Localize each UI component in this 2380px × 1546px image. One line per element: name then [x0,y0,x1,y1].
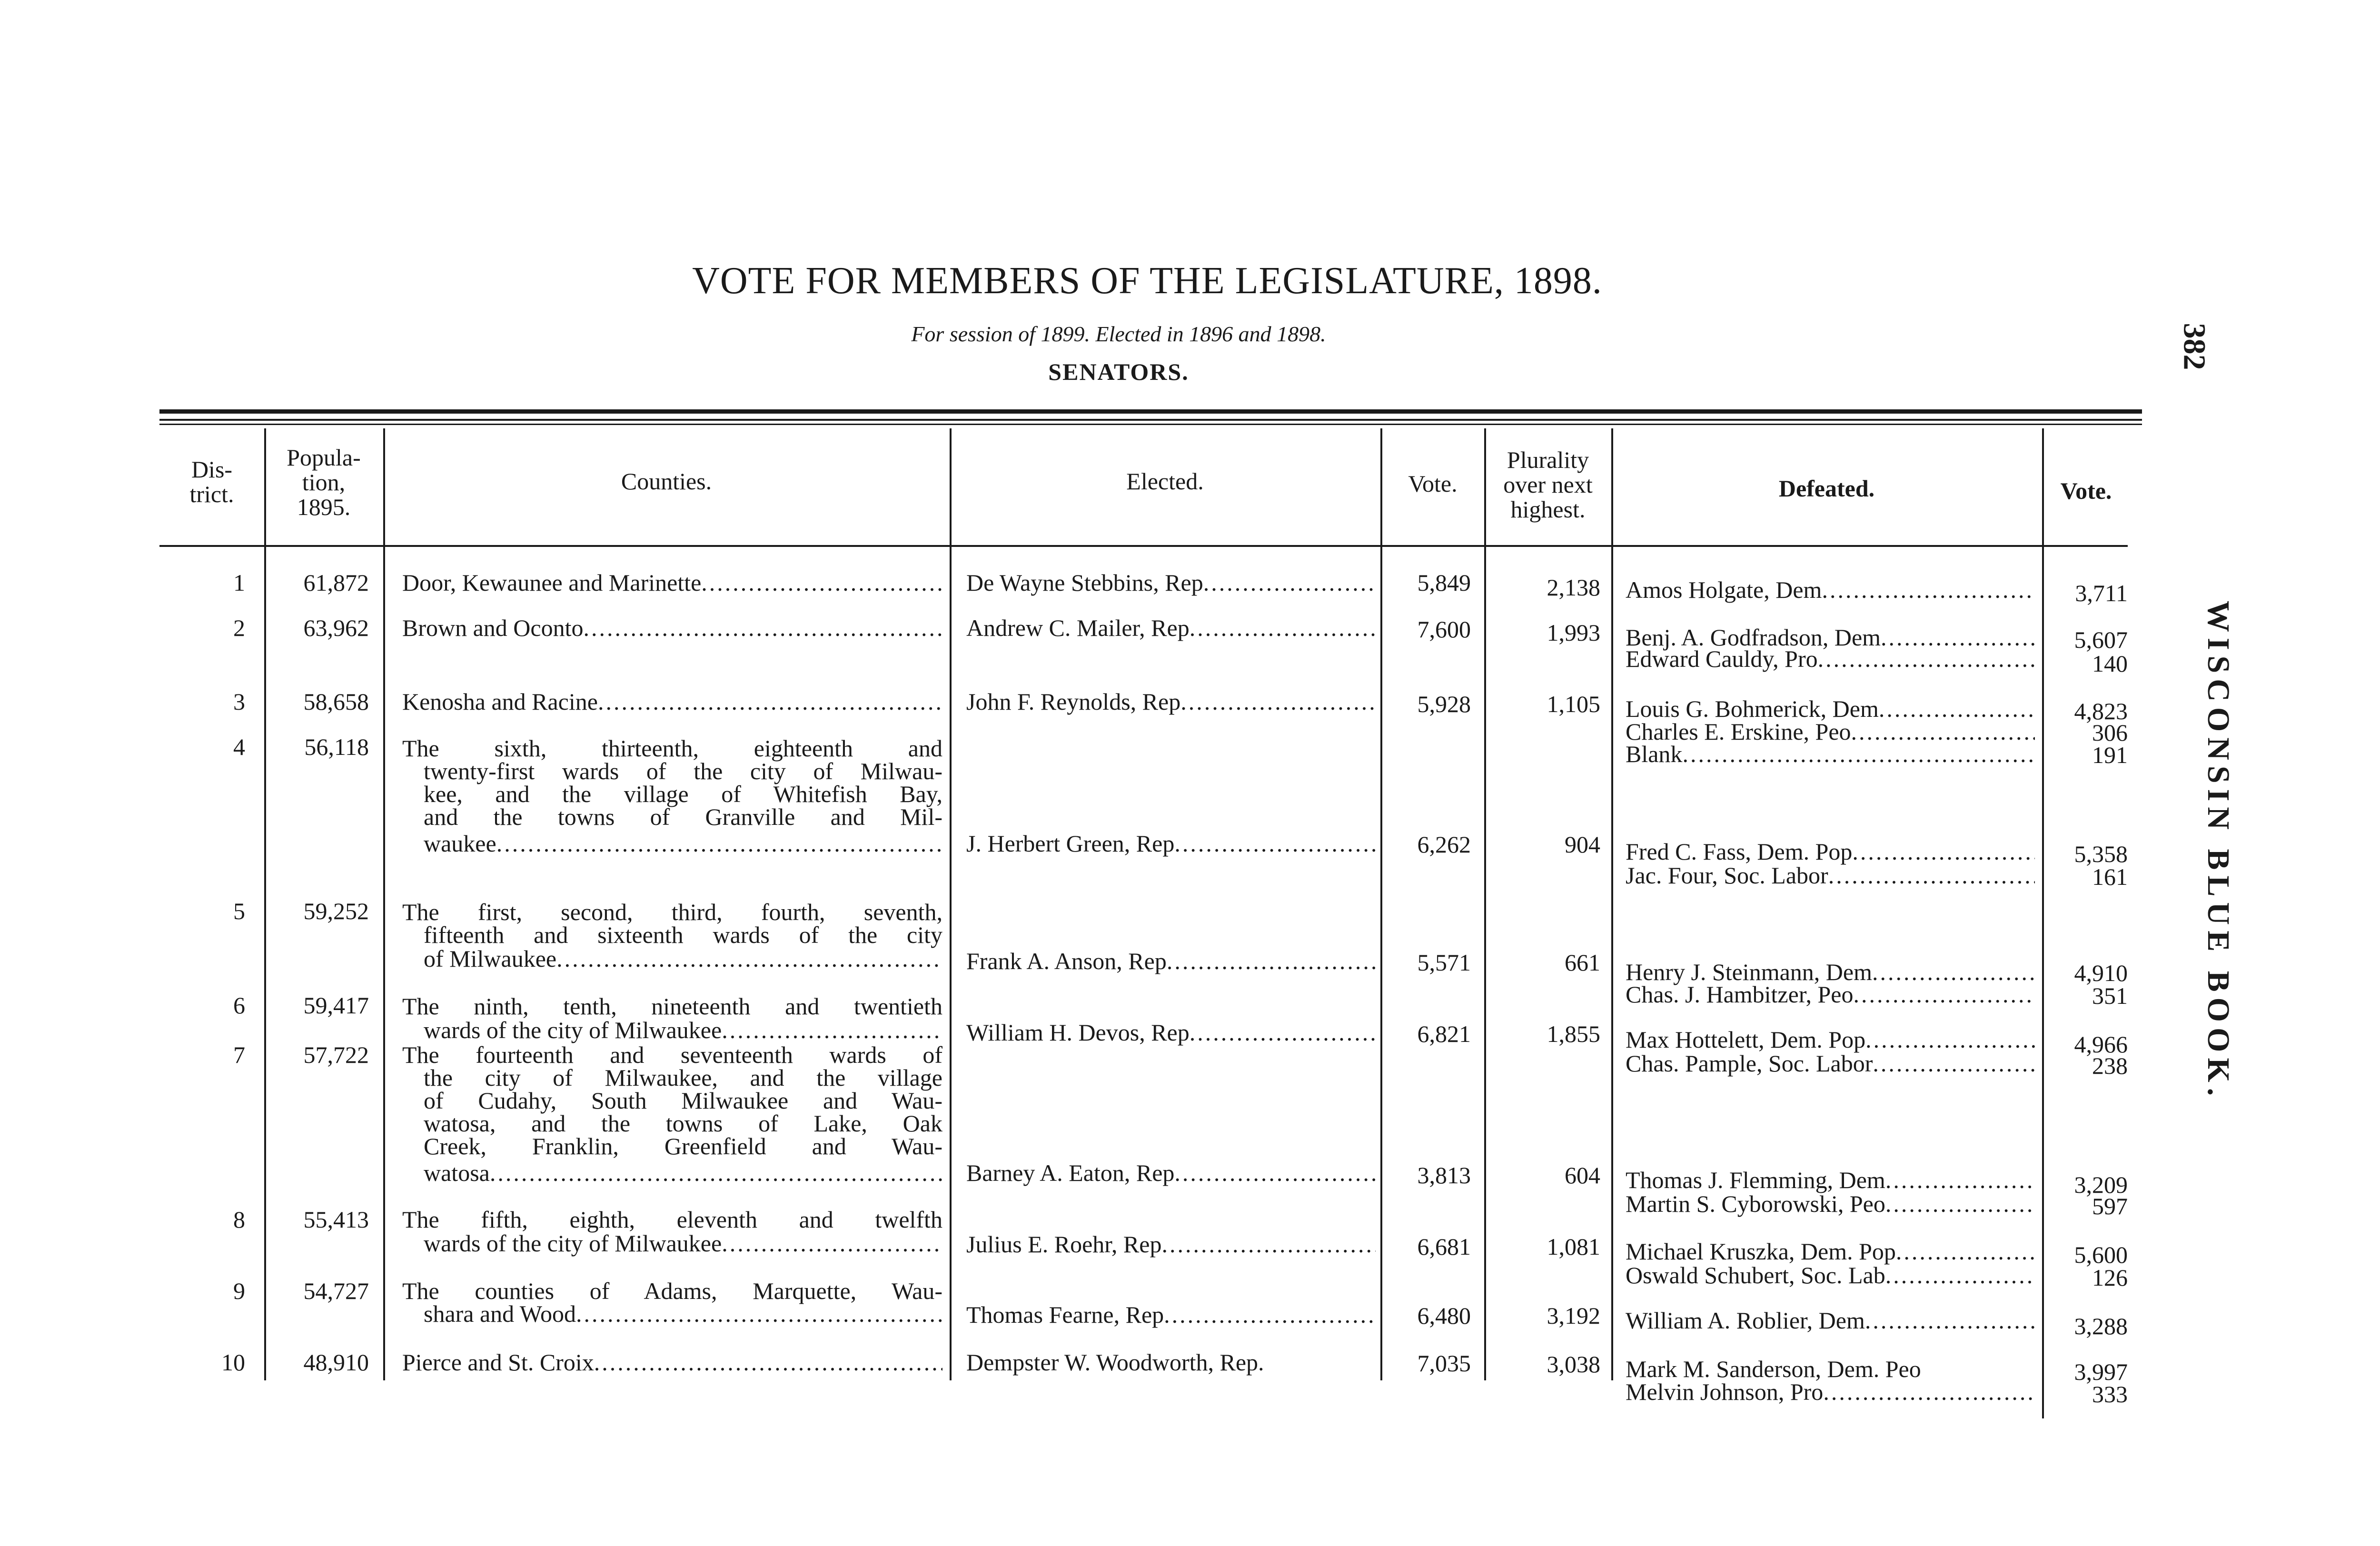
cell-elected [966,950,1376,972]
cell-defeated-vote: 3,711 [2075,580,2128,606]
defeated-name: Jac. Four, Soc. Labor [1626,862,1828,889]
cell-district: 5 [233,898,245,924]
defeated-name: Michael Kruszka, Dem. Pop [1626,1238,1896,1265]
cell-population: 58,658 [303,688,369,715]
cell-population: 54,727 [303,1278,369,1304]
cell-defeated [1626,578,2035,601]
defeated-name: Chas. J. Hambitzer, Peo [1626,981,1854,1008]
cell-defeated-vote: 3,209 [2074,1171,2128,1198]
cell-vote: 3,813 [1417,1162,1471,1189]
cell-counties [424,1112,942,1135]
cell-population: 56,118 [304,733,369,760]
cell-district: 6 [233,992,245,1019]
cell-plurality: 604 [1565,1162,1600,1189]
cell-defeated-vote: 333 [2092,1381,2128,1407]
cell-counties [424,923,942,946]
cell-district: 9 [233,1278,245,1304]
elected-name: Thomas Fearne, Rep [966,1301,1164,1328]
cell-defeated [1626,864,2035,887]
elected-name: De Wayne Stebbins, Rep [966,569,1203,596]
defeated-name: William A. Roblier, Dem [1626,1307,1865,1334]
counties-line: the city of Milwaukee, and the village [424,1064,942,1091]
cell-plurality: 1,993 [1547,619,1600,646]
header-plurality [1486,447,1610,522]
header-elected: Elected. [1126,468,1204,495]
cell-defeated [1626,1052,2035,1075]
column-divider [264,428,266,1380]
cell-counties [402,995,942,1018]
header-plurality-line: highest. [1510,496,1586,523]
defeated-name: Amos Holgate, Dem [1626,576,1822,603]
cell-counties [402,616,942,639]
cell-defeated-vote: 3,288 [2074,1313,2128,1339]
cell-elected [966,832,1376,855]
header-defeated-vote: Vote. [2060,477,2112,504]
header-population-line: tion, [302,469,346,496]
cell-counties [402,1279,942,1302]
cell-defeated-vote: 306 [2092,719,2128,746]
cell-vote: 7,035 [1417,1350,1471,1377]
cell-vote: 5,571 [1417,949,1471,976]
counties-line: of Milwaukee [424,945,557,972]
cell-counties [424,832,942,855]
cell-defeated [1626,961,2035,983]
cell-defeated [1626,840,2035,863]
cell-counties [424,1066,942,1089]
counties-line: fifteenth and sixteenth wards of the city [424,922,942,948]
page-number: 382 [2177,323,2212,370]
counties-line: The sixth, thirteenth, eighteenth and [402,735,942,762]
cell-population: 59,417 [303,992,369,1019]
defeated-name: Fred C. Fass, Dem. Pop [1626,838,1853,865]
page-subtitle: For session of 1899. Elected in 1896 and 1898. [911,322,1326,346]
cell-elected [966,1233,1376,1256]
cell-defeated [1626,1028,2035,1051]
running-head: WISCONSIN BLUE BOOK. [2201,600,2236,1102]
cell-counties [402,571,942,594]
header-district-line: trict. [189,481,234,507]
cell-counties [424,1019,942,1041]
elected-name: Frank A. Anson, Rep [966,948,1167,974]
counties-line: Pierce and St. Croix [402,1349,594,1376]
cell-counties [424,1089,942,1112]
cell-counties [424,1135,942,1158]
cell-defeated [1626,1169,2035,1191]
cell-elected [966,1161,1376,1184]
header-defeated: Defeated. [1778,475,1875,502]
cell-population: 61,872 [303,569,369,596]
header-plurality-line: over next [1503,471,1593,498]
cell-vote: 5,928 [1417,691,1471,717]
counties-line: Kenosha and Racine [402,688,598,715]
cell-district: 7 [233,1041,245,1068]
header-population [267,445,381,519]
elected-name: Julius E. Roehr, Rep [966,1231,1162,1258]
cell-defeated [1626,1264,2035,1287]
header-vote: Vote. [1408,470,1458,497]
column-divider [2042,428,2044,1418]
cell-defeated [1626,697,2035,720]
cell-defeated [1626,1380,2035,1403]
cell-defeated-vote: 5,358 [2074,841,2128,867]
cell-defeated [1626,647,2035,670]
cell-vote: 7,600 [1417,616,1471,643]
cell-defeated: Mark M. Sanderson, Dem. Peo [1626,1356,1921,1382]
counties-line: of Cudahy, South Milwaukee and Wau- [424,1087,942,1114]
header-counties: Counties. [621,468,712,495]
header-population-line: 1895. [297,494,351,520]
cell-district: 3 [233,688,245,715]
cell-population: 57,722 [303,1041,369,1068]
cell-vote: 6,821 [1417,1021,1471,1047]
cell-district: 2 [233,614,245,641]
cell-counties [424,1302,942,1325]
counties-line: The fifth, eighth, eleventh and twelfth [402,1206,942,1233]
cell-defeated [1626,1192,2035,1215]
header-plurality-line: Plurality [1507,446,1589,473]
cell-defeated [1626,720,2035,743]
defeated-name: Thomas J. Flemming, Dem [1626,1167,1885,1193]
defeated-name: Edward Cauldy, Pro [1626,645,1818,672]
counties-line: watosa, and the towns of Lake, Oak [424,1110,942,1137]
cell-counties [424,805,942,828]
header-district-line: Dis- [191,456,233,483]
counties-line: Brown and Oconto [402,614,584,641]
cell-district: 10 [221,1349,245,1376]
counties-line: watosa [424,1160,490,1186]
defeated-name: Benj. A. Godfradson, Dem [1626,624,1881,651]
cell-district: 8 [233,1206,245,1233]
column-divider [1611,428,1613,1380]
cell-vote: 5,849 [1417,569,1471,596]
cell-counties [424,760,942,783]
top-rule-thin [159,419,2142,421]
cell-plurality: 1,855 [1547,1021,1600,1047]
elected-name: Andrew C. Mailer, Rep [966,614,1190,641]
top-rule-thin-2 [159,424,2142,425]
cell-district: 4 [233,733,245,760]
counties-line: and the towns of Granville and Mil- [424,803,942,830]
elected-name: Barney A. Eaton, Rep [966,1160,1175,1186]
cell-vote: 6,681 [1417,1233,1471,1260]
cell-defeated-vote: 5,607 [2074,626,2128,653]
cell-plurality: 3,038 [1547,1351,1600,1378]
defeated-name: Chas. Pample, Soc. Labor [1626,1050,1873,1077]
cell-population: 59,252 [303,898,369,924]
cell-defeated-vote: 126 [2092,1264,2128,1291]
cell-plurality: 1,081 [1547,1233,1600,1260]
defeated-name: Martin S. Cyborowski, Peo [1626,1190,1885,1217]
cell-counties [402,1351,942,1374]
cell-vote: 6,262 [1417,831,1471,858]
cell-elected: Dempster W. Woodworth, Rep. [966,1349,1264,1376]
defeated-name: Henry J. Steinmann, Dem [1626,959,1872,985]
defeated-name: Oswald Schubert, Soc. Lab [1626,1262,1885,1288]
cell-defeated-vote: 4,823 [2074,698,2128,724]
counties-line: twenty-first wards of the city of Milwau- [424,758,942,784]
cell-counties [402,1043,942,1066]
elected-name: John F. Reynolds, Rep [966,688,1181,715]
cell-defeated-vote: 191 [2092,742,2128,768]
counties-line: Creek, Franklin, Greenfield and Wau- [424,1133,942,1160]
cell-defeated [1626,1309,2035,1332]
counties-line: Door, Kewaunee and Marinette [402,569,702,596]
page-title: VOTE FOR MEMBERS OF THE LEGISLATURE, 1898. [692,260,1602,302]
cell-plurality: 904 [1565,831,1600,858]
cell-defeated [1626,983,2035,1006]
elected-name: J. Herbert Green, Rep [966,830,1175,857]
defeated-name: Charles E. Erskine, Peo [1626,718,1851,745]
cell-counties [402,690,942,713]
defeated-name: Blank [1626,741,1683,767]
top-rule-thick [159,409,2142,414]
column-divider [1380,428,1382,1380]
header-district [162,457,262,506]
cell-elected [966,571,1376,594]
cell-plurality: 661 [1565,949,1600,976]
cell-defeated-vote: 3,997 [2074,1358,2128,1385]
cell-district: 1 [233,569,245,596]
cell-defeated-vote: 351 [2092,982,2128,1009]
cell-elected [966,1303,1376,1326]
counties-line: The ninth, tenth, nineteenth and twentieth [402,993,942,1020]
section-heading: SENATORS. [1048,358,1189,385]
counties-line: wards of the city of Milwaukee [424,1017,722,1043]
cell-counties [424,1161,942,1184]
cell-counties [424,1232,942,1255]
cell-defeated-vote: 161 [2092,863,2128,890]
header-population-line: Popula- [287,444,361,471]
counties-line: kee, and the village of Whitefish Bay, [424,781,942,807]
counties-line: waukee [424,830,496,857]
defeated-name: Louis G. Bohmerick, Dem [1626,695,1879,722]
cell-defeated-vote: 4,966 [2074,1031,2128,1058]
column-divider [950,428,952,1380]
defeated-name: Max Hottelett, Dem. Pop [1626,1026,1866,1053]
counties-line: wards of the city of Milwaukee [424,1230,722,1257]
elected-name: William H. Devos, Rep [966,1019,1190,1046]
cell-defeated-vote: 5,600 [2074,1241,2128,1268]
cell-defeated-vote: 140 [2092,650,2128,677]
cell-counties [424,947,942,970]
defeated-name: Melvin Johnson, Pro [1626,1378,1824,1405]
cell-counties [402,737,942,760]
cell-defeated-vote: 238 [2092,1052,2128,1079]
cell-vote: 6,480 [1417,1302,1471,1329]
cell-plurality: 2,138 [1547,574,1600,601]
counties-line: shara and Wood [424,1300,576,1327]
cell-elected [966,616,1376,639]
header-rule [159,545,2128,547]
cell-defeated [1626,743,2035,765]
cell-elected [966,1021,1376,1044]
counties-line: The fourteenth and seventeenth wards of [402,1041,942,1068]
counties-line: The counties of Adams, Marquette, Wau- [402,1278,942,1304]
cell-population: 48,910 [303,1349,369,1376]
cell-plurality: 1,105 [1547,691,1600,717]
cell-population: 63,962 [303,614,369,641]
column-divider [383,428,385,1380]
cell-defeated-vote: 597 [2092,1193,2128,1219]
cell-defeated-vote: 4,910 [2074,960,2128,986]
cell-population: 55,413 [303,1206,369,1233]
cell-elected [966,690,1376,713]
cell-counties [402,901,942,923]
counties-line: The first, second, third, fourth, seventh, [402,899,942,925]
cell-counties [402,1208,942,1231]
cell-counties [424,783,942,805]
cell-plurality: 3,192 [1547,1302,1600,1329]
cell-defeated [1626,1240,2035,1263]
